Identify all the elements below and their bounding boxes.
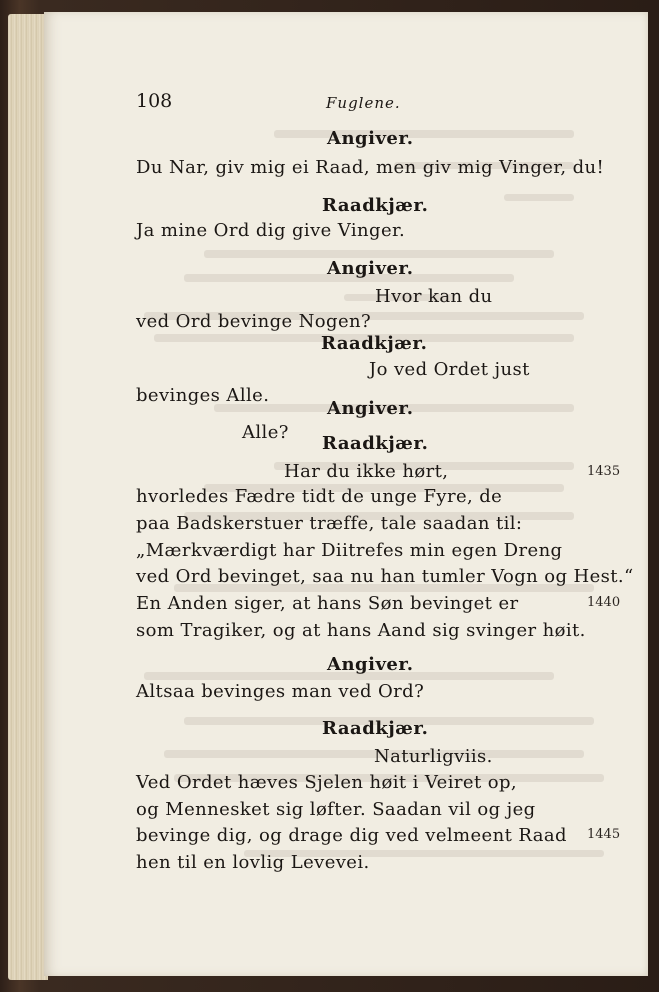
line-number: 1445: [587, 827, 621, 842]
verse-line: ved Ord bevinge Nogen?: [136, 311, 372, 332]
verse-line: Jo ved Ordet just: [369, 359, 530, 380]
verse-line: Alle?: [242, 422, 289, 443]
verse-line: hen til en lovlig Levevei.: [136, 852, 370, 873]
speaker-heading: Angiver.: [327, 654, 414, 675]
page-edges: [8, 14, 48, 980]
verse-line: Altsaa bevinges man ved Ord?: [136, 681, 425, 702]
speaker-heading: Angiver.: [327, 398, 414, 419]
speaker-heading: Raadkjær.: [322, 718, 429, 739]
verse-line: Ved Ordet hæves Sjelen høit i Veiret op,: [136, 772, 517, 793]
verse-line: Du Nar, giv mig ei Raad, men giv mig Vinger, du!: [136, 157, 605, 178]
verse-line: paa Badskerstuer træffe, tale saadan til:: [136, 513, 523, 534]
verse-line: hvorledes Fædre tidt de unge Fyre, de: [136, 486, 503, 507]
verse-line: Naturligviis.: [374, 746, 493, 767]
speaker-heading: Raadkjær.: [321, 333, 428, 354]
verse-line: som Tragiker, og at hans Aand sig svinger høit.: [136, 620, 586, 641]
speaker-heading: Raadkjær.: [322, 195, 429, 216]
verse-line: Har du ikke hørt,: [284, 461, 449, 482]
speaker-heading: Angiver.: [327, 128, 414, 149]
verse-line: Hvor kan du: [375, 286, 493, 307]
running-title: Fuglene.: [326, 94, 401, 112]
line-number: 1435: [587, 464, 621, 479]
speaker-heading: Raadkjær.: [322, 433, 429, 454]
line-number: 1440: [587, 595, 621, 610]
verse-line: bevinge dig, og drage dig ved velmeent Raad: [136, 825, 567, 846]
page-number: 108: [136, 90, 173, 112]
verse-line: „Mærkværdigt har Diitrefes min egen Dreng: [136, 540, 563, 561]
book-page: [44, 12, 648, 976]
verse-line: En Anden siger, at hans Søn bevinget er: [136, 593, 519, 614]
verse-line: bevinges Alle.: [136, 385, 270, 406]
verse-line: ved Ord bevinget, saa nu han tumler Vogn og Hest.“: [136, 566, 634, 587]
verse-line: Ja mine Ord dig give Vinger.: [136, 220, 406, 241]
verse-line: og Mennesket sig løfter. Saadan vil og jeg: [136, 799, 536, 820]
speaker-heading: Angiver.: [327, 258, 414, 279]
